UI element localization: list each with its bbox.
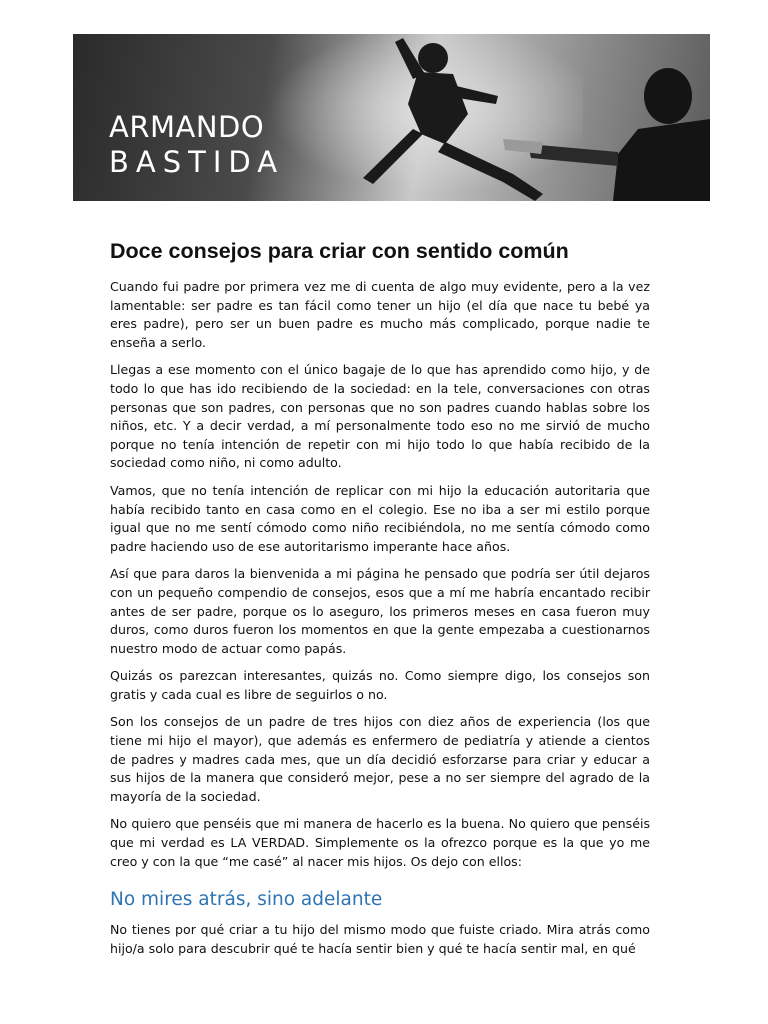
- paragraph-2: Llegas a ese momento con el único bagaje de lo que has aprendido como hijo, y de todo lo que has ido recibiendo de la sociedad: en la tele, conversaciones con otras personas que son padres, con personas que no son padres cuando hablas sobre los niños, etc. Y a decir verdad, a mí personalmente todo eso no me sirvió de mucho porque no tenía intención de repetir con mi hijo todo lo que había recibido de la sociedad como niño, ni como adulto.: [110, 362, 650, 471]
- header-banner: [73, 34, 710, 201]
- paragraph-6: Son los consejos de un padre de tres hijos con diez años de experiencia (los que tiene mi hijo el mayor), que además es enfermero de pediatría y atiende a cientos de padres y madres cada mes, que un día decidió esforzarse para criar y educar a sus hijos de la manera que consideró mejor, pese a no ser siempre del agrado de la mayoría de la sociedad.: [110, 714, 650, 804]
- paragraph-1: Cuando fui padre por primera vez me di cuenta de algo muy evidente, pero a la vez lamentable: ser padre es tan fácil como tener un hijo (el día que nace tu bebé ya eres padre), pero ser un buen padre es mucho más complicado, porque nadie te enseña a serlo.: [110, 279, 650, 350]
- paragraph-4: Así que para daros la bienvenida a mi página he pensado que podría ser útil dejaros con un pequeño compendio de consejos, esos que a mí me habría encantado recibir antes de ser padre, porque os lo aseguro, los primeros meses en casa fueron muy duros, como duros fueron los momentos en que la gente empezaba a cuestionarnos nuestro modo de actuar como papás.: [110, 566, 650, 656]
- paragraph-5: Quizás os parezcan interesantes, quizás no. Como siempre digo, los consejos son gratis y cada cual es libre de seguirlos o no.: [110, 668, 650, 702]
- paragraph-7: No quiero que penséis que mi manera de hacerlo es la buena. No quiero que penséis que mi verdad es LA VERDAD. Simplemente os la ofrezco porque es la que yo me creo y con la que “me casé” al nacer mis hijos. Os dejo con ellos:: [110, 816, 650, 869]
- section-paragraph: No tienes por qué criar a tu hijo del mismo modo que fuiste criado. Mira atrás como hijo/a solo para descubrir qué te hacía sentir bien y qué te hacía sentir mal, en qué: [110, 922, 650, 956]
- article-title: Doce consejos para criar con sentido común: [110, 239, 569, 263]
- article-body: [110, 236, 650, 967]
- brand-last-name: BASTIDA: [109, 145, 285, 179]
- brand-logo: [109, 110, 284, 180]
- brand-first-name: ARMANDO: [109, 110, 265, 144]
- paragraph-3: Vamos, que no tenía intención de replicar con mi hijo la educación autoritaria que había recibido tanto en casa como en el colegio. Ese no iba a ser mi estilo porque igual que no me sentí cómodo como niño recibiéndola, no me sentía cómodo como padre haciendo uso de ese autoritarismo imperante hace años.: [110, 482, 650, 554]
- section-heading: No mires atrás, sino adelante: [110, 889, 383, 911]
